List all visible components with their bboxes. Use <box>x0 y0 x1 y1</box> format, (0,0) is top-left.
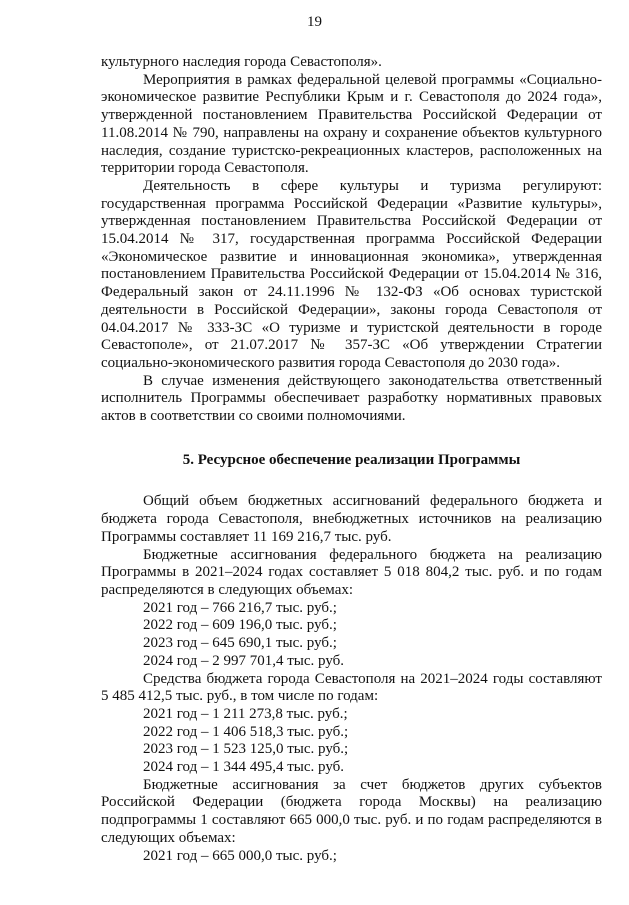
list-item: 2023 год – 1 523 125,0 тыс. руб.; <box>143 741 349 758</box>
list-item: 2021 год – 665 000,0 тыс. руб.; <box>143 847 337 864</box>
paragraph: Общий объем бюджетных ассигнований федерального бюджета и бюджета города Севастополя, внебюджетных источников на реализацию Программы составляет 11 169 216,7 тыс. руб. <box>101 493 602 545</box>
list-item: 2024 год – 2 997 701,4 тыс. руб. <box>143 652 345 669</box>
paragraph: Средства бюджета города Севастополя на 2021–2024 годы составляют 5 485 412,5 тыс. руб., в том числе по годам: <box>101 670 602 705</box>
paragraph: культурного наследия города Севастополя». <box>101 54 382 70</box>
list-item: 2021 год – 766 216,7 тыс. руб.; <box>143 599 337 616</box>
page-number: 19 <box>307 14 322 30</box>
list-item: 2022 год – 1 406 518,3 тыс. руб.; <box>143 723 349 740</box>
document-body <box>101 54 602 865</box>
paragraph: Бюджетные ассигнования федерального бюджета на реализацию Программы в 2021–2024 годах составляет 5 018 804,2 тыс. руб. и по годам распределяются в следующих объемах: <box>101 546 602 598</box>
paragraph: Мероприятия в рамках федеральной целевой программы «Социально-экономическое развитие Республики Крым и г. Севастополя до 2024 года», утвержденной постановлением Правительства Российской Федерации от 11.08.2014 № 790, направлены на охрану и сохранение объектов культурного наследия, создание туристско-рекреационных кластеров, расположенных на территории города Севастополя. <box>101 71 602 177</box>
list-item: 2024 год – 1 344 495,4 тыс. руб. <box>143 759 345 776</box>
list-item: 2023 год – 645 690,1 тыс. руб.; <box>143 635 337 652</box>
paragraph: Бюджетные ассигнования за счет бюджетов других субъектов Российской Федерации (бюджета города Москвы) на реализацию подпрограммы 1 составляют 665 000,0 тыс. руб. и по годам распределяются в следующих объемах: <box>101 776 602 846</box>
section-heading: 5. Ресурсное обеспечение реализации Программы <box>182 451 521 468</box>
paragraph: Деятельность в сфере культуры и туризма регулируют: государственная программа Российской Федерации «Развитие культуры», утвержденная постановлением Правительства Российской Федерации от 15.04.2014 № 317, государственная программа Российской Федерации «Экономическое развитие и инновационная экономика», утвержденная постановлением Правительства Российской Федерации от 15.04.2014 № 316, Федеральный закон от 24.11.1996 № 132-ФЗ «Об основах туристской деятельности в Российской Федерации», законы города Севастополя от 04.04.2017 № 333-ЗС «О туризме и туристской деятельности в городе Севастополе», от 21.07.2017 № 357-ЗС «Об утверждении Стратегии социально-экономического развития города Севастополя до 2030 года». <box>101 177 602 371</box>
paragraph: В случае изменения действующего законодательства ответственный исполнитель Программы обеспечивает разработку нормативных правовых актов в соответствии со своими полномочиями. <box>101 372 602 425</box>
list-item: 2022 год – 609 196,0 тыс. руб.; <box>143 617 337 634</box>
list-item: 2021 год – 1 211 273,8 тыс. руб.; <box>143 705 348 722</box>
